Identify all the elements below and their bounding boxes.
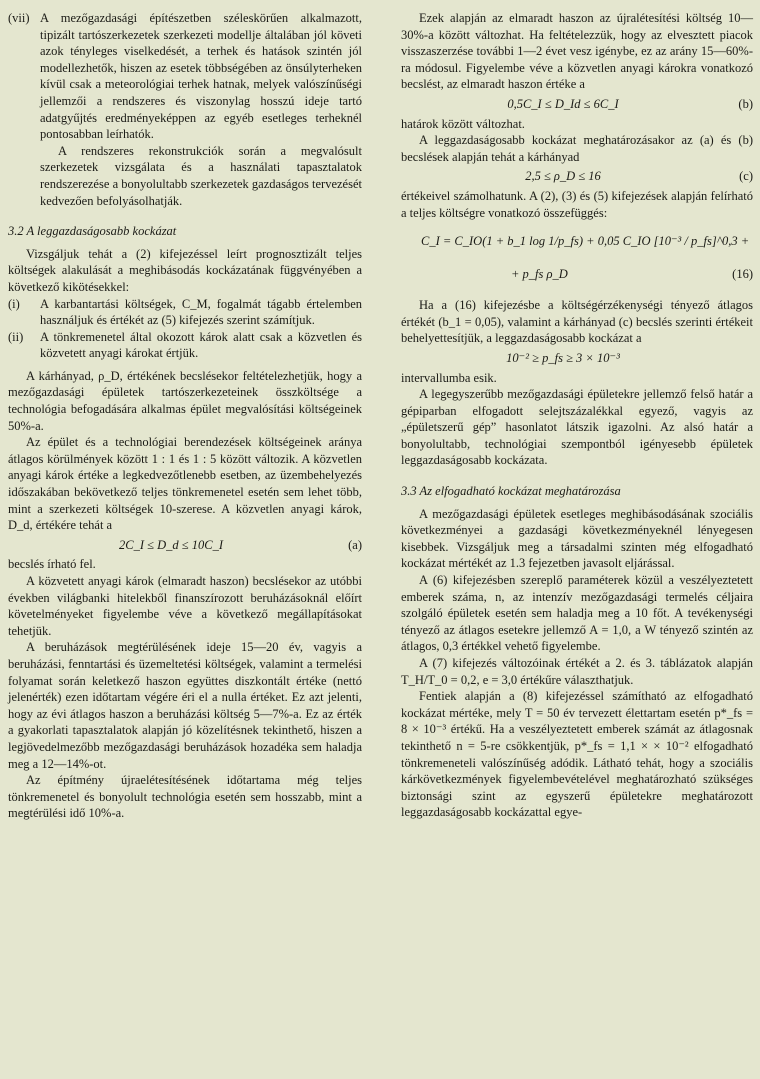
paragraph: Ha a (16) kifejezésbe a költségérzékenységi tényező átlagos értékét (b_1 = 0,05), valamint a kárhányad (c) becslés szerinti értékeit behelyettesítjük, a leggazdaságosabb kockázat a — [401, 298, 753, 346]
equation-16 — [401, 227, 753, 293]
paragraph: Vizsgáljuk tehát a (2) kifejezéssel leírt prognosztizált teljes költségek alakulását a meghibásodás kockázatának függvényében a következő kikötésekkel: — [8, 246, 362, 294]
paragraph: A karbantartási költségek, C_M, fogalmát tágabb értelemben használjuk és értékét az (5) kifejezés szerint számítjuk. — [40, 296, 362, 328]
list-item-ii — [8, 329, 362, 362]
equation-range — [401, 350, 753, 367]
paragraph: A (6) kifejezésben szereplő paraméterek közül a veszélyeztetett emberek száma, n, az intenzív mezőgazdasági termelés céljaira szolgáló épületek esetén sem haladja meg a 10 főt. A tevékenységi tényező az átlagos esetekre jellemző A = 1,0, a W tényező szintén az átlagos, 0,3 értékkel vehető figyelembe. — [401, 573, 753, 654]
paragraph: intervallumba esik. — [401, 370, 497, 385]
equation-body: 2,5 ≤ ρ_D ≤ 16 — [525, 169, 601, 184]
equation-number: (16) — [732, 267, 753, 282]
left-column — [8, 10, 362, 822]
section-heading: 3.3 Az elfogadható kockázat meghatározása — [401, 484, 621, 499]
list-item-vii — [8, 10, 362, 209]
equation-number: (a) — [348, 537, 362, 552]
paragraph: becslés írható fel. — [8, 557, 96, 572]
paragraph: A leggazdaságosabb kockázat meghatározásakor az (a) és (b) becslések alapján tehát a kárhányad — [401, 133, 753, 164]
paragraph: Az építmény újraelétesítésének időtartama még teljes tönkremenetel és bonyolult technológia esetén sem hosszabb, mint a megtérülési idő 10%-a. — [8, 773, 362, 821]
paragraph: Ezek alapján az elmaradt haszon az újralétesítési költség 10—30%-a között változhat. Ha feltételezzük, hogy az elvesztett piacok visszaszerzése további 1—2 évet vesz igénybe, ez az arány 15—60%-ra módosul. Figyelembe véve a közvetlen anyagi károkra vonatkozó becslést, az elmaradt haszon értéke a — [401, 11, 753, 92]
section-heading: 3.2 A leggazdaságosabb kockázat — [8, 224, 177, 239]
list-label: (ii) — [8, 329, 24, 344]
paragraph: A mezőgazdasági épületek esetleges meghibásodásának szociális következményei a gazdasági következményeknél lényegesen kisebbek. Vizsgáljuk meg a társadalmi szinten még elfogadható kockázat mértékét az 1.3 fejezetben javasolt eljárással. — [401, 506, 753, 571]
list-item-i — [8, 296, 362, 329]
equation-body: 10⁻² ≥ p_fs ≥ 3 × 10⁻³ — [506, 350, 620, 365]
paragraph: A (7) kifejezés változóinak értékét a 2. és 3. táblázatok alapján T_H/T_0 = 0,2, e = 3,0 értékűre választhatjuk. — [401, 656, 753, 687]
paragraph: Fentiek alapján a (8) kifejezéssel számítható az elfogadható kockázat mértéke, mely T = 50 év tervezett élettartam esetén p*_fs = 8 × 10⁻³ értékű. Ha a veszélyeztetett emberek számát az átlagosnak tekinthető n = 5-re csökkentjük, p*_fs = 1,1 × × 10⁻² elfogadható tönkremeneteli valószínűség adódik. Látható tehát, hogy a szociális kárkövetkezmények figyelembevételével meghatározható szükséges biztonsági szint az egyszerű épületekre meghatározott leggazdaságosabb kockázattal egye- — [401, 689, 753, 820]
list-label: (vii) — [8, 11, 30, 25]
equation-line-1: C_I = C_IO(1 + b_1 log 1/p_fs) + 0,05 C_IO [10⁻³ / p_fs]^0,3 + — [421, 234, 750, 249]
list-label: (i) — [8, 296, 20, 311]
paragraph: A legegyszerűbb mezőgazdasági épületekre jellemző felső határ a gépiparban elfogadott selejtszázalékkal egyező, vagyis az „épületszerű gép” hasonlatot látszik igazolni. Az alsó határ a bonyolultabb, technológiai szempontból igényesebb épületek leggazdaságosabb kockázata. — [401, 387, 753, 468]
equation-body: 0,5C_I ≤ D_Id ≤ 6C_I — [507, 96, 619, 111]
equation-b — [401, 96, 753, 113]
paragraph: A közvetett anyagi károk (elmaradt haszon) becslésekor az utóbbi években világbanki hitelekből finanszírozott beruházásoknál előírt követelményeket figyelembe véve a következő megállapításokat tehetjük. — [8, 574, 362, 638]
paragraph: A kárhányad, ρ_D, értékének becslésekor feltételezhetjük, hogy a mezőgazdasági épületek tartószerkezeteinek összköltsége a technológia befogadására alkalmas épület megvalósítási költségeinek 50%-a. — [8, 368, 362, 433]
paragraph: A beruházások megtérülésének ideje 15—20 év, vagyis a beruházási, fenntartási és üzemeltetési költségek, valamint a termelési folyamat során keletkező haszon együttes diszkontált értéke (nettó jelenérték) ezen időtartam végére éri el a nulla értéket. Ez azt jelenti, hogy az évi átlagos haszon a beruházási költség 5—7%-a. Ez az érték a gyakorlati tapasztalatok alapján jó közelítésnek tekinthető, hiszen a legjövedelmezőbb mezőgazdasági beruházások hozadéka sem haladja meg a 12—14%-ot. — [8, 640, 362, 771]
equation-number: (b) — [738, 96, 753, 111]
paragraph: értékeivel számolhatunk. A (2), (3) és (5) kifejezések alapján felírható a teljes költségre vonatkozó összefüggés: — [401, 188, 753, 220]
equation-a — [8, 537, 362, 554]
equation-line-2: + p_fs ρ_D — [511, 267, 568, 282]
paragraph: A mezőgazdasági építészetben széleskörűen alkalmazott, tipizált tartószerkezetek szerkezeti modellje általában jól követi azok tényleges viselkedését, a terhek és hatások szintén jól modellezhetők, hiszen az esetek többségében az önsúlyterheken kívül csak a meteorológiai terhek hatnak, melyek valószínűségi jellemzői a rendszeres és viszonylag hosszú ideje tartó adatgyűjtés eredményeképpen az egyéb esetleges terheknél pontosabban leírhatók. — [40, 11, 362, 142]
paragraph: A rendszeres rekonstrukciók során a megvalósult szerkezetek vizsgálata és a használati tapasztalatok rendszerezése a bonyolultabb szerkezetek gazdaságos tervezését kedvezően befolyásolhatják. — [40, 143, 362, 208]
right-column — [401, 10, 753, 821]
paragraph: A tönkremenetel által okozott károk alatt csak a közvetlen és közvetett anyagi károkat értjük. — [40, 329, 362, 361]
equation-body: 2C_I ≤ D_d ≤ 10C_I — [119, 537, 223, 552]
equation-c — [401, 168, 753, 185]
paragraph: határok között változhat. — [401, 116, 525, 131]
paragraph: Az épület és a technológiai berendezések költségeinek aránya átlagos körülmények között 1 : 1 és 1 : 5 között változik. A közvetlen anyagi károk értéke a legkedvezőtlenebb esetben, az üzembehelyezés időszakában bekövetkező teljes tönkremenetel esetén sem lehet több, mint a szerkezeti költségek 10-szerese. A közvetlen anyagi károk, D_d, értékére tehát a — [8, 435, 362, 533]
equation-number: (c) — [739, 169, 753, 184]
